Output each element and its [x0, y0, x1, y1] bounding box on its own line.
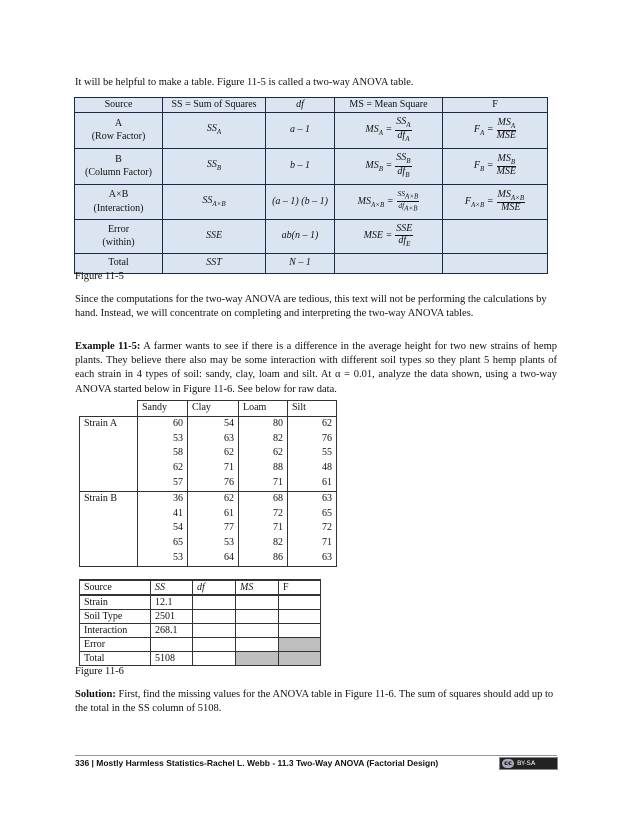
anova-row-interaction	[75, 184, 548, 219]
anova2-row-soil	[80, 610, 321, 624]
ss-cell: 5108	[151, 652, 193, 666]
data-cell: 71	[239, 476, 288, 491]
data-cell: 86	[239, 551, 288, 566]
data-cell: 62	[288, 416, 337, 431]
data-cell: 82	[239, 432, 288, 447]
data-cell: 65	[138, 536, 188, 551]
data-cell: 54	[138, 521, 188, 536]
solution-text: First, find the missing values for the ANOVA table in Figure 11-6. The sum of squares should add up to the total in the SS column of 5108.	[75, 689, 554, 715]
data-cell: 57	[138, 476, 188, 491]
solution-label: Solution:	[75, 689, 116, 700]
intro-text: It will be helpful to make a table. Figure 11-5 is called a two-way ANOVA table.	[75, 77, 414, 88]
ms-cell	[236, 595, 279, 610]
group-label: Strain B	[80, 491, 138, 506]
f-cell-empty	[443, 219, 548, 253]
anova-table-figure-11-6	[79, 579, 321, 666]
footer-divider	[75, 755, 557, 756]
ss-cell: $SS_A$	[163, 112, 266, 148]
example-paragraph	[75, 340, 557, 397]
data-cell: 71	[239, 521, 288, 536]
data-cell: 62	[239, 446, 288, 461]
header-f: F	[443, 98, 548, 113]
data-cell: 71	[288, 536, 337, 551]
figure-caption-2: Figure 11-6	[75, 666, 124, 677]
ms-cell: $MS_{A\times B}$ = $\frac{SS_{A\times B}}{df_{A\times B}}$	[335, 184, 443, 219]
anova2-row-error	[80, 638, 321, 652]
data-cell: 88	[239, 461, 288, 476]
source-cell: Soil Type	[80, 610, 151, 624]
df-cell: N – 1	[266, 253, 335, 273]
f-cell: $F_B$ = $\frac{MS_B}{\text{MSE}}$	[443, 148, 548, 184]
data-cell: 61	[288, 476, 337, 491]
df-cell	[193, 652, 236, 666]
data-cell: 64	[188, 551, 239, 566]
header-df: df	[266, 98, 335, 113]
data-cell: 53	[138, 551, 188, 566]
data-cell: 55	[288, 446, 337, 461]
ms-cell-empty	[335, 253, 443, 273]
data-cell: 72	[288, 521, 337, 536]
data-cell: 54	[188, 416, 239, 431]
source-cell: B (Column Factor)	[75, 148, 163, 184]
ss-cell: 268.1	[151, 624, 193, 638]
data-cell: 53	[138, 432, 188, 447]
source-cell: Error (within)	[75, 219, 163, 253]
df-cell	[193, 638, 236, 652]
ss-cell: SSE	[163, 219, 266, 253]
source-cell: Error	[80, 638, 151, 652]
header-ss: SS = Sum of Squares	[163, 98, 266, 113]
anova-row-a	[75, 112, 548, 148]
data-row	[80, 446, 337, 461]
source-cell: Interaction	[80, 624, 151, 638]
data-cell: 65	[288, 507, 337, 522]
data-cell: 36	[138, 491, 188, 506]
data-cell: 82	[239, 536, 288, 551]
data-row	[80, 551, 337, 566]
group-label: Strain A	[80, 416, 138, 431]
data-cell: 62	[188, 491, 239, 506]
page-footer: 336 | Mostly Harmless Statistics-Rachel L. Webb - 11.3 Two-Way ANOVA (Factorial Design)	[75, 758, 439, 768]
ms-cell	[236, 638, 279, 652]
data-row	[80, 461, 337, 476]
data-cell: 61	[188, 507, 239, 522]
data-header-row	[80, 401, 337, 417]
data-cell: 76	[288, 432, 337, 447]
header-df: df	[193, 580, 236, 595]
source-cell: A×B (Interaction)	[75, 184, 163, 219]
data-cell: 60	[138, 416, 188, 431]
df-cell: (a – 1) (b – 1)	[266, 184, 335, 219]
f-cell	[279, 595, 321, 610]
ss-cell: $SS_B$	[163, 148, 266, 184]
anova2-row-total	[80, 652, 321, 666]
ss-cell	[151, 638, 193, 652]
f-cell	[279, 610, 321, 624]
col-sandy: Sandy	[138, 401, 188, 417]
figure-caption: Figure 11-5	[75, 271, 124, 282]
ss-cell: SST	[163, 253, 266, 273]
ms-cell	[236, 624, 279, 638]
data-cell: 80	[239, 416, 288, 431]
anova-header-row	[75, 98, 548, 113]
col-silt: Silt	[288, 401, 337, 417]
data-row	[80, 521, 337, 536]
df-cell: a – 1	[266, 112, 335, 148]
source-cell: A (Row Factor)	[75, 112, 163, 148]
ss-cell: 2501	[151, 610, 193, 624]
data-cell: 62	[188, 446, 239, 461]
df-cell: b – 1	[266, 148, 335, 184]
cc-icon: cc	[502, 759, 514, 768]
anova-row-error	[75, 219, 548, 253]
f-cell: $F_A$ = $\frac{MS_A}{\text{MSE}}$	[443, 112, 548, 148]
data-cell: 63	[288, 491, 337, 506]
anova2-row-interaction	[80, 624, 321, 638]
data-cell: 58	[138, 446, 188, 461]
data-cell: 62	[138, 461, 188, 476]
ms-cell: $MS_A$ = $\frac{SS_A}{df_A}$	[335, 112, 443, 148]
data-row	[80, 476, 337, 491]
data-cell: 68	[239, 491, 288, 506]
data-cell: 53	[188, 536, 239, 551]
header-ms: MS = Mean Square	[335, 98, 443, 113]
data-cell: 71	[188, 461, 239, 476]
anova-table-figure-11-5	[74, 97, 548, 274]
f-cell-empty	[443, 253, 548, 273]
raw-data-table	[79, 400, 337, 567]
data-cell: 72	[239, 507, 288, 522]
source-cell: Total	[80, 652, 151, 666]
data-row	[80, 432, 337, 447]
solution-paragraph	[75, 688, 557, 716]
f-cell: $F_{A\times B}$ = $\frac{MS_{A\times B}}{\text{MSE}}$	[443, 184, 548, 219]
license-badge[interactable]	[499, 757, 558, 770]
data-cell: 63	[288, 551, 337, 566]
col-clay: Clay	[188, 401, 239, 417]
data-cell: 41	[138, 507, 188, 522]
anova2-header-row	[80, 580, 321, 595]
df-cell	[193, 610, 236, 624]
license-label: BY-SA	[517, 759, 536, 768]
header-ms: MS	[236, 580, 279, 595]
anova-row-b	[75, 148, 548, 184]
f-cell	[279, 624, 321, 638]
data-row	[80, 536, 337, 551]
df-cell: ab(n – 1)	[266, 219, 335, 253]
data-row	[80, 491, 337, 506]
anova2-row-strain	[80, 595, 321, 610]
ms-cell: MSE = $\frac{\text{SSE}}{df_E}$	[335, 219, 443, 253]
data-cell: 77	[188, 521, 239, 536]
example-label: Example 11-5:	[75, 341, 141, 352]
body-paragraph: Since the computations for the two-way ANOVA are tedious, this text will not be performing the calculations by hand. Instead, we will concentrate on completing and interpreting the two-way ANOVA tables.	[75, 294, 547, 320]
ss-cell: $SS_{A\times B}$	[163, 184, 266, 219]
ms-cell-shaded	[236, 652, 279, 666]
df-cell	[193, 624, 236, 638]
data-header-blank	[80, 401, 138, 417]
f-cell-shaded	[279, 652, 321, 666]
ms-cell	[236, 610, 279, 624]
data-cell: 63	[188, 432, 239, 447]
data-row	[80, 507, 337, 522]
source-cell: Total	[75, 253, 163, 273]
df-cell	[193, 595, 236, 610]
header-source: Source	[80, 580, 151, 595]
example-text: A farmer wants to see if there is a difference in the average height for two new strains of hemp plants. They believe there also may be some interaction with different soil types so they plant 5 hemp plants of each strain in 4 types of soil: sandy, clay, loam and silt. At α = 0.01, analyze the data shown, using a two-way ANOVA started below in Figure 11-6. See below for raw data.	[75, 341, 557, 395]
f-cell-shaded	[279, 638, 321, 652]
header-source: Source	[75, 98, 163, 113]
ms-cell: $MS_B$ = $\frac{SS_B}{df_B}$	[335, 148, 443, 184]
col-loam: Loam	[239, 401, 288, 417]
data-cell: 76	[188, 476, 239, 491]
header-f: F	[279, 580, 321, 595]
data-row	[80, 416, 337, 431]
header-ss: SS	[151, 580, 193, 595]
anova-row-total	[75, 253, 548, 273]
source-cell: Strain	[80, 595, 151, 610]
data-cell: 48	[288, 461, 337, 476]
ss-cell: 12.1	[151, 595, 193, 610]
